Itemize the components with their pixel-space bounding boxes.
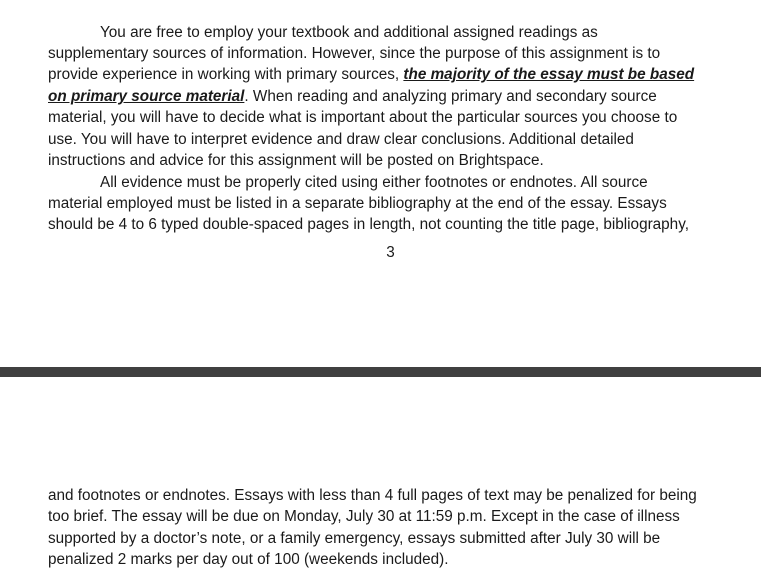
paragraph-1-line-1: You are free to employ your textbook and additional assigned readings as (100, 24, 598, 41)
paragraph-2-line-3: should be 4 to 6 typed double-spaced pages in length, not counting the title page, bibliography, (48, 216, 689, 233)
paragraph-1-line-2: supplementary sources of information. However, since the purpose of this assignment is to (48, 45, 661, 62)
paragraph-1-line-7: instructions and advice for this assignment will be posted on Brightspace. (48, 152, 544, 169)
paragraph-1-line-6: use. You will have to interpret evidence and draw clear conclusions. Additional detailed (48, 131, 634, 148)
continued-line-2: too brief. The essay will be due on Monday, July 30 at 11:59 p.m. Except in the case of illness (48, 508, 680, 525)
continued-line-1: and footnotes or endnotes. Essays with less than 4 full pages of text may be penalized for being (48, 487, 697, 504)
page-number: 3 (386, 244, 395, 261)
paragraph-1-line-3-text: provide experience in working with primary sources, (48, 66, 404, 83)
paragraph-1-line-5: material, you will have to decide what is important about the particular sources you choose to (48, 109, 678, 126)
paragraph-1-line-4-text: . When reading and analyzing primary and secondary source (244, 88, 657, 105)
paragraph-2-line-2: material employed must be listed in a separate bibliography at the end of the essay. Essays (48, 195, 667, 212)
page-break-divider (0, 367, 761, 377)
paragraph-1-line-3 (48, 64, 694, 85)
paragraph-1-line-4 (48, 86, 657, 107)
paragraph-2-line-1: All evidence must be properly cited using either footnotes or endnotes. All source (100, 174, 648, 191)
continued-line-3: supported by a doctor’s note, or a family emergency, essays submitted after July 30 will be (48, 530, 661, 547)
emphasized-requirement-part-1: the majority of the essay must be based (403, 66, 695, 83)
emphasized-requirement-part-2: on primary source material (48, 88, 245, 105)
continued-line-4: penalized 2 marks per day out of 100 (weekends included). (48, 551, 449, 568)
document-page-4 (0, 377, 761, 570)
